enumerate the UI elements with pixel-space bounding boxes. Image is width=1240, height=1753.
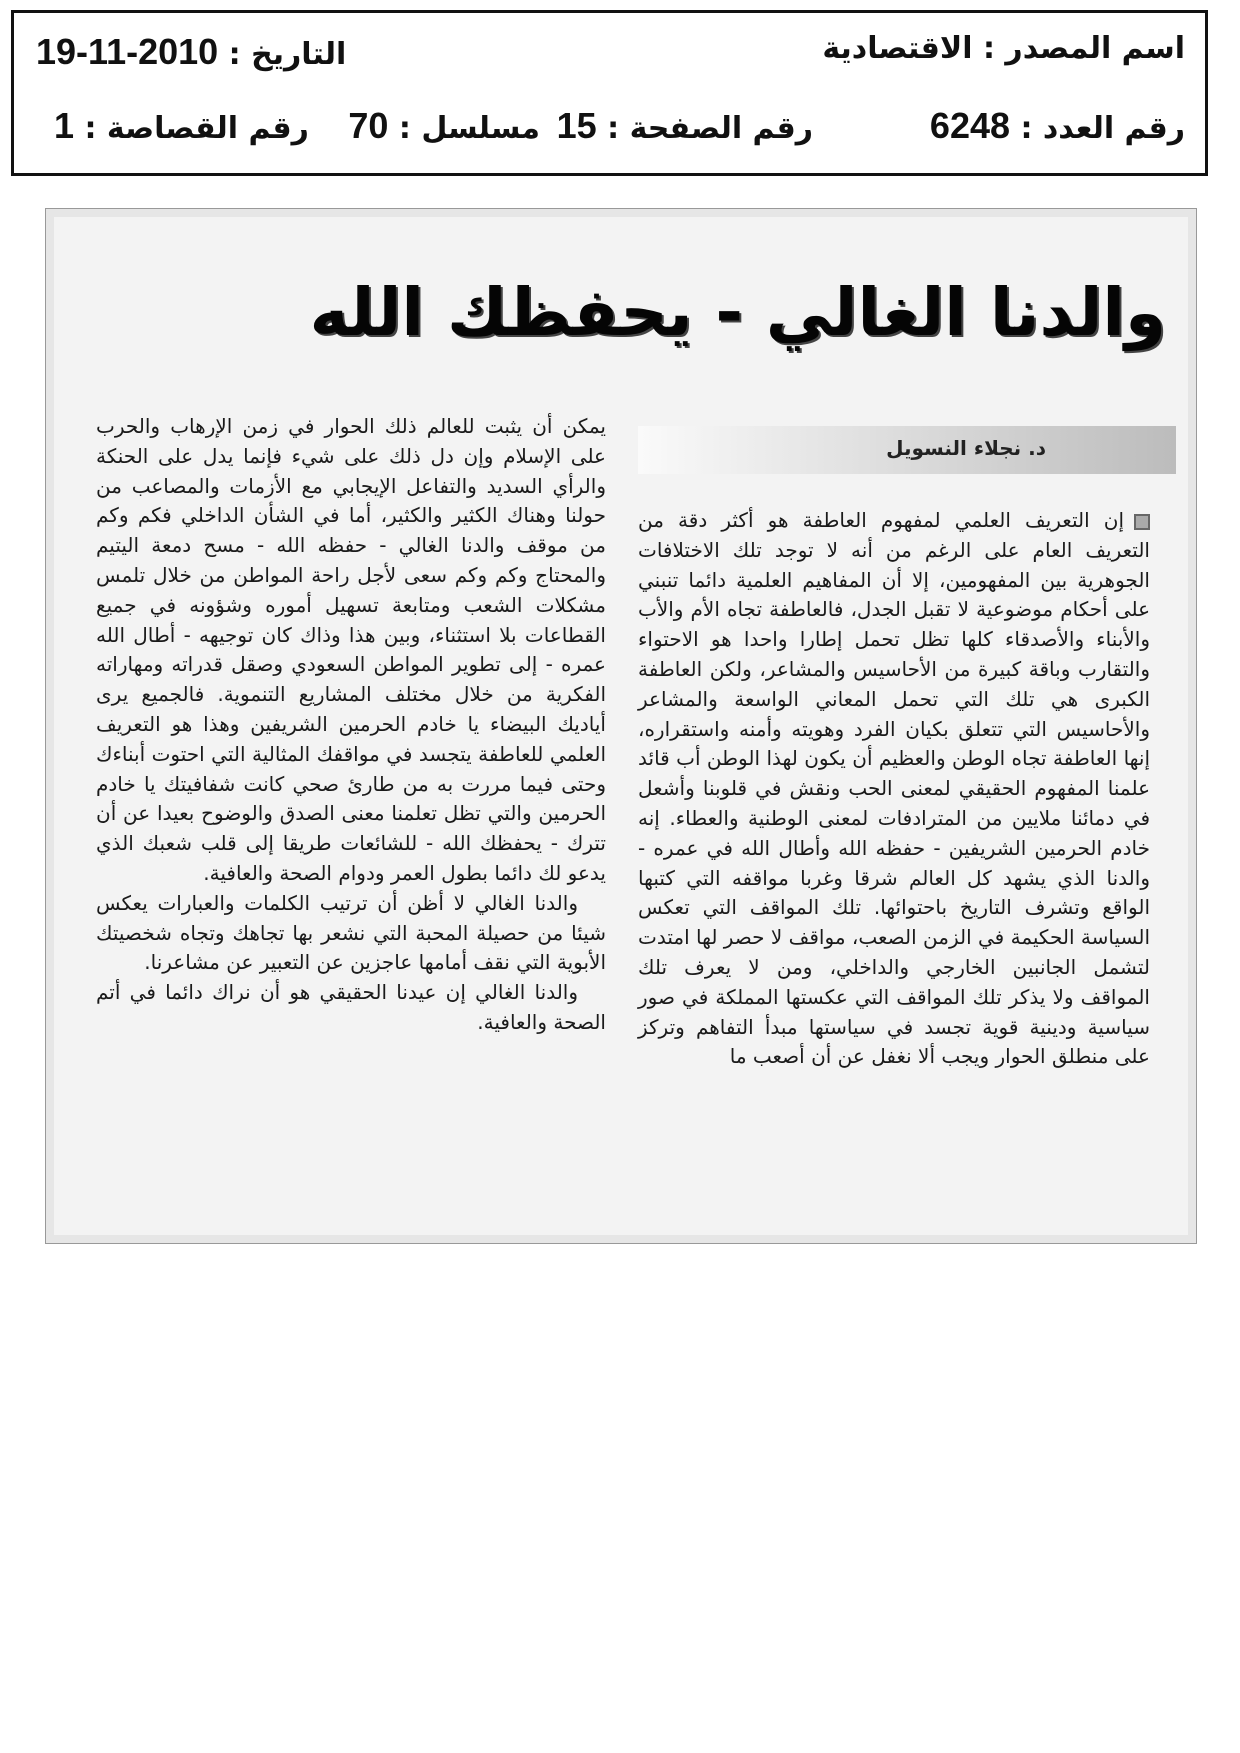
page-value: 15 xyxy=(556,105,597,146)
date-value: 19-11-2010 xyxy=(36,31,219,72)
left-column-paragraph-2: والدنا الغالي لا أظن أن ترتيب الكلمات والعبارات يعكس شيئا من حصيلة المحبة التي نشعر بها تجاهك وتجاه شخصيتك الأبوية التي نقف أمامها عاجزين عن التعبير عن مشاعرنا. xyxy=(96,890,606,975)
serial-value: 70 xyxy=(348,105,389,146)
header-row-source-date xyxy=(14,31,1205,91)
serial-number xyxy=(348,105,540,147)
header-row-numbers xyxy=(14,105,1205,165)
article-byline: د. نجلاء النسويل xyxy=(886,436,1046,460)
article-column-right xyxy=(638,506,1150,1072)
issue-label: رقم العدد : xyxy=(1020,111,1185,146)
paragraph-bullet-icon xyxy=(1134,514,1150,530)
clip-value: 1 xyxy=(54,105,75,146)
newspaper-clipping xyxy=(45,208,1197,1244)
page-label: رقم الصفحة : xyxy=(607,111,813,146)
article-headline: والدنا الغالي - يحفظك الله xyxy=(309,274,1166,351)
left-column-paragraph-1: يمكن أن يثبت للعالم ذلك الحوار في زمن الإرهاب والحرب على الإسلام وإن دل ذلك على شيء فإنما يدل على الحنكة والرأي السديد والتفاعل الإيجابي مع الأزمات والمصاعب من حولنا وهناك الكثير والكثير، أما في الشأن الداخلي فكم وكم من موقف والدنا الغالي - حفظه الله - مسح دمعة اليتيم والمحتاج وكم وكم سعى لأجل راحة المواطن من خلال تلمس مشكلات الشعب ومتابعة تسهيل أموره وشؤونه في جميع القطاعات بلا استثناء، وبين هذا وذاك كان توجيهه - أطال الله عمره - إلى تطوير المواطن السعودي وصقل قدراته ومهاراته الفكرية من خلال مختلف المشاريع التنموية. فالجميع يرى أياديك البيضاء يا خادم الحرمين الشريفين وهذا هو التعريف العلمي للعاطفة يتجسد في مواقفك المثالية التي احتوت أبناءك وحتى فيما مررت به من طارئ صحي كانت شفافيتك يا خادم الحرمين والتي تظل تعلمنا معنى الصدق والوضوح بعيدا عن أن تترك - يحفظك الله - للشائعات طريقا إلى قلب شعبك الذي يدعو لك دائما بطول العمر ودوام الصحة والعافية. xyxy=(96,414,606,885)
clip-number xyxy=(54,105,309,147)
article-column-left xyxy=(96,412,606,1038)
issue-value: 6248 xyxy=(929,105,1011,146)
issue-number xyxy=(930,105,1185,147)
clipping-header xyxy=(11,10,1208,176)
source-name: اسم المصدر : الاقتصادية xyxy=(822,31,1185,66)
serial-label: مسلسل : xyxy=(398,111,540,146)
page-number xyxy=(557,105,813,147)
date-label: التاريخ : xyxy=(228,37,347,72)
clip-date xyxy=(36,31,346,73)
left-column-paragraph-3: والدنا الغالي إن عيدنا الحقيقي هو أن نراك دائما في أتم الصحة والعافية. xyxy=(96,980,606,1034)
clip-label: رقم القصاصة : xyxy=(84,111,309,146)
right-column-text: إن التعريف العلمي لمفهوم العاطفة هو أكثر دقة من التعريف العام على الرغم من أنه لا توجد تلك الاختلافات الجوهرية بين المفهومين، إلا أن المفاهيم العلمية دائما تنبني على أحكام موضوعية لا تقبل الجدل، فالعاطفة تجاه الأم والأب والأبناء والأصدقاء كلها تظل تحمل إطارا واحدا هو الاحتواء والتقارب وباقة كبيرة من الأحاسيس والمشاعر، ولكن العاطفة الكبرى هي تلك التي تحمل المعاني الواسعة والمشاعر والأحاسيس التي تتعلق بكيان الفرد وهويته وأمنه واستقراره، إنها العاطفة تجاه الوطن والعظيم أن يكون لهذا الوطن أب قائد علمنا المفهوم الحقيقي لمعنى الحب ونقش في قلوبنا وأشعل في دمائنا ملايين من المترادفات لمعنى الوطنية والعطاء. إنه خادم الحرمين الشريفين - حفظه الله وأطال الله في عمره - والدنا الذي يشهد كل العالم شرقا وغربا مواقفه التي كتبها الواقع وتشرف التاريخ باحتوائها. تلك المواقف التي تعكس السياسة الحكيمة في الزمن الصعب، مواقف لا حصر لها امتدت لتشمل الجانبين الخارجي والداخلي، ومن لا يعرف تلك المواقف ولا يذكر تلك المواقف التي عكستها المملكة في صور سياسية ودينية قوية تجسد في سياستها مبدأ التفاهم وتركز على منطلق الحوار ويجب ألا نغفل عن أن أصعب ما xyxy=(638,508,1150,1069)
